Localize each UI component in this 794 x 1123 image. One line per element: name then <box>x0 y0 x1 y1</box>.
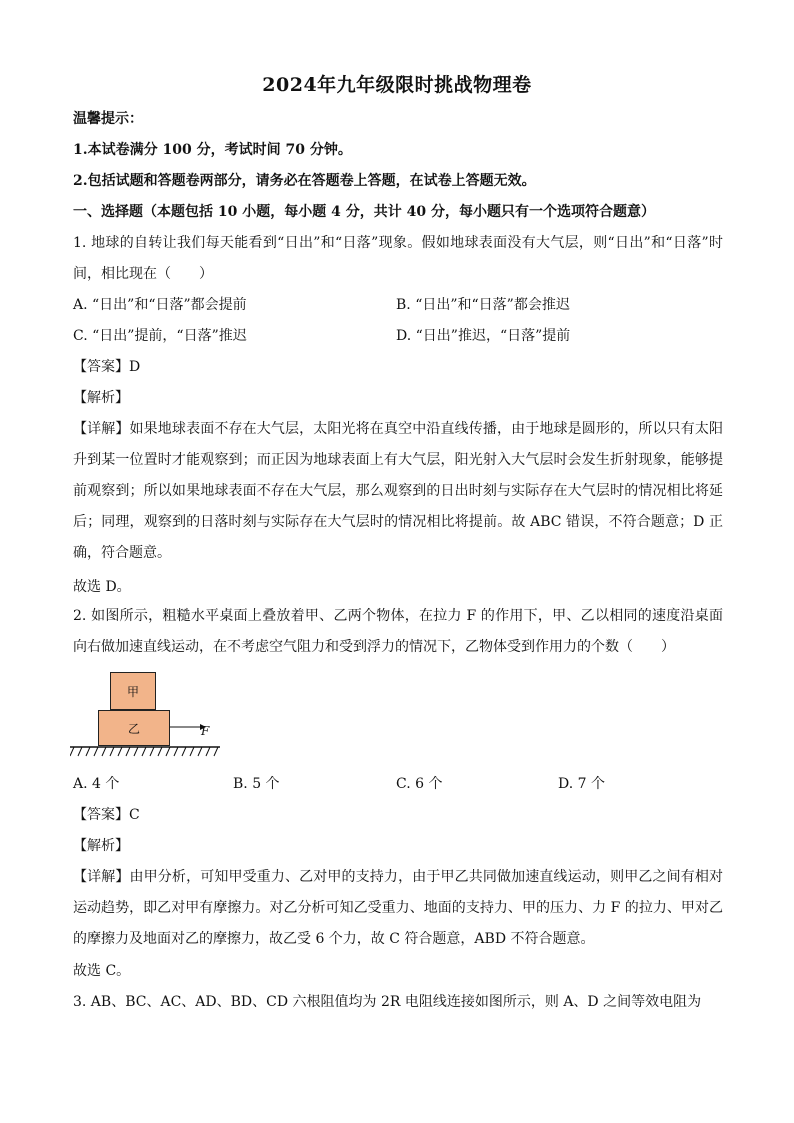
question-1-analysis-label: 【解析】 <box>73 390 129 406</box>
notice-item-1: 1.本试卷满分 100 分，考试时间 70 分钟。 <box>73 142 352 158</box>
question-2-answer: 【答案】C <box>73 807 140 823</box>
question-2-option-d: D. 7 个 <box>558 776 605 792</box>
question-2-option-a: A. 4 个 <box>73 776 120 792</box>
question-1-option-c: C. “日出”提前，“日落”推迟 <box>73 328 247 344</box>
question-2-conclusion: 故选 C。 <box>73 963 131 979</box>
blocks-figure <box>70 672 230 762</box>
notice-item-2: 2.包括试题和答题卷两部分，请务必在答题卷上答题，在试卷上答题无效。 <box>73 173 536 189</box>
question-2-option-c: C. 6 个 <box>396 776 443 792</box>
question-2-stem: 2. 如图所示，粗糙水平桌面上叠放着甲、乙两个物体，在拉力 F 的作用下，甲、乙以相同的速度沿桌面向右做加速直线运动，在不考虑空气阻力和受到浮力的情况下，乙物体受到作用力的个数（ ） <box>73 608 723 655</box>
question-1-option-a: A. “日出”和“日落”都会提前 <box>73 297 247 313</box>
section-heading: 一、选择题（本题包括 10 小题，每小题 4 分，共计 40 分，每小题只有一个选项符合题意） <box>73 204 655 220</box>
question-1-option-d: D. “日出”推迟，“日落”提前 <box>396 328 571 344</box>
ground-hatch <box>70 746 220 758</box>
force-label: F <box>201 724 210 738</box>
question-2-analysis-label: 【解析】 <box>73 838 129 854</box>
page-title: 2024年九年级限时挑战物理卷 <box>262 74 532 96</box>
notice-heading: 温馨提示： <box>73 111 143 127</box>
question-1-option-b: B. “日出”和“日落”都会推迟 <box>396 297 570 313</box>
question-1-detail: 【详解】如果地球表面不存在大气层，太阳光将在真空中沿直线传播，由于地球是圆形的，所以只有太阳升到某一位置时才能观察到；而正因为地球表面上有大气层，阳光射入大气层时会发生折射现象，能够提前观察到；所以如果地球表面不存在大气层，那么观察到的日出时刻与实际存在大气层时的情况相比将延后；同理，观察到的日落时刻与实际存在大气层时的情况相比将提前。故 ABC 错误，不符合题意；D 正确，符合题意。 <box>73 421 723 561</box>
question-3-stem: 3. AB、BC、AC、AD、BD、CD 六根阻值均为 2R 电阻线连接如图所示，则 A、D 之间等效电阻为 <box>73 994 702 1010</box>
question-2-option-b: B. 5 个 <box>233 776 280 792</box>
question-2-detail: 【详解】由甲分析，可知甲受重力、乙对甲的支持力，由于甲乙共同做加速直线运动，则甲乙之间有相对运动趋势，即乙对甲有摩擦力。对乙分析可知乙受重力、地面的支持力、甲的压力、力 F 的拉力、甲对乙的摩擦力及地面对乙的摩擦力，故乙受 6 个力，故 C 符合题意，ABD 不符合题意。 <box>73 869 723 947</box>
question-1-conclusion: 故选 D。 <box>73 579 131 595</box>
block-jia: 甲 <box>110 672 156 710</box>
question-1-answer: 【答案】D <box>73 359 141 375</box>
block-yi: 乙 <box>98 710 170 746</box>
question-1-stem: 1. 地球的自转让我们每天能看到“日出”和“日落”现象。假如地球表面没有大气层，则“日出”和“日落”时间，相比现在（ ） <box>73 235 723 282</box>
